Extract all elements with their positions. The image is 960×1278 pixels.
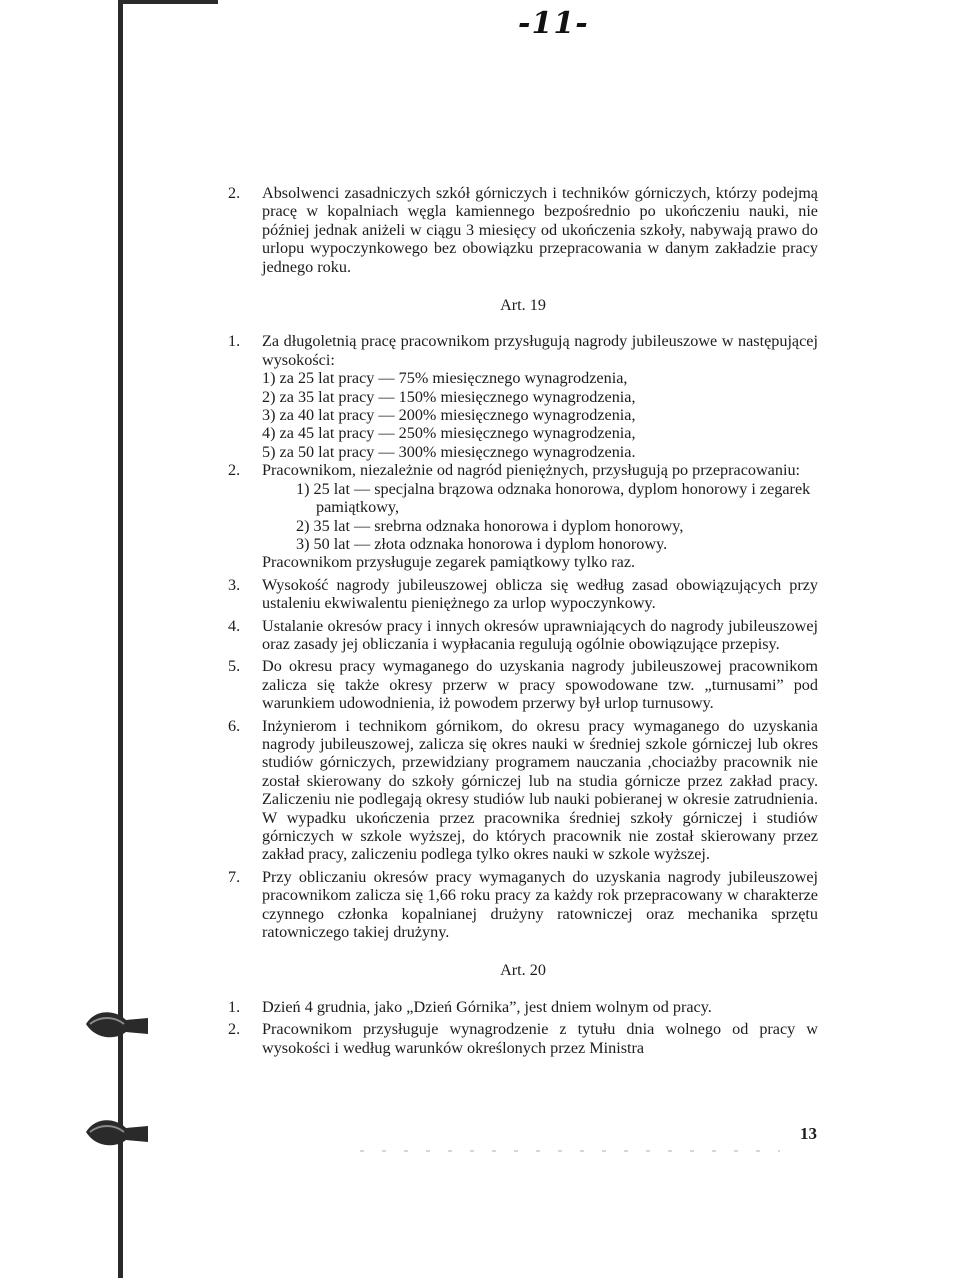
handwritten-page-mark: -11- — [518, 6, 589, 41]
paragraph-number: 5. — [228, 657, 241, 676]
paragraph-text: Przy obliczaniu okresów pracy wymaganych do uzyskania nagrody jubileuszowej pracownikom zalicza się 1,66 roku pracy za każdy rok przepracowany w charakterze czynnego członka kopalnianej drużyny ratowniczej oraz mechanika sprzętu ratowniczego takiej drużyny. — [262, 867, 818, 942]
list-item: 5) za 50 lat pracy — 300% miesięcznego wynagrodzenia. — [262, 442, 636, 461]
paragraph-number: 1. — [228, 997, 241, 1016]
paragraph — [228, 657, 818, 712]
paragraph-number: 2. — [228, 461, 241, 480]
binder-spine — [118, 0, 123, 1278]
award-list — [262, 480, 818, 554]
paragraph-number: 3. — [228, 575, 241, 594]
paragraph-note: Pracownikom przysługuje zegarek pamiątkowy tylko raz. — [262, 553, 636, 572]
list-item: 3) za 40 lat pracy — 200% miesięcznego wynagrodzenia, — [262, 406, 636, 425]
binder-clip-icon — [82, 1108, 152, 1152]
paragraph — [228, 184, 818, 276]
paragraph — [228, 717, 818, 864]
paragraph-text: Pracownikom przysługuje wynagrodzenie z tytułu dnia wolnego od pracy w wysokości i według warunków określonych przez Ministra — [262, 1020, 818, 1057]
paragraph-number: 4. — [228, 616, 241, 635]
paragraph-text: Wysokość nagrody jubileuszowej oblicza się według zasad obowiązujących przy ustaleniu ekwiwalentu pieniężnego za urlop wypoczynkowy. — [262, 575, 818, 613]
paragraph-text: Inżynierom i technikom górnikom, do okresu pracy wymaganego do uzyskania nagrody jubileuszowej, zalicza się okres nauki w średniej szkole górniczej lub okres studiów górniczych, przewidziany programem nauczania ,chociażby pracownik nie został skierowany do szkoły górniczej lub na studia górnicze przez zakład pracy. Zaliczeniu nie podlegają okresy studiów lub nauki pobieranej w okresie zatrudnienia. W wypadku ukończenia przez pracownika średniej szkoły górniczej i studiów górniczych w szkole wyższej, do których pracownik nie został skierowany przez zakład pracy, zaliczeniu podlega tylko okres nauki w szkole wyższej. — [262, 716, 818, 864]
paragraph — [228, 998, 818, 1016]
paragraph — [228, 576, 818, 613]
paragraph — [228, 332, 818, 461]
paragraph-text: Absolwenci zasadniczych szkół górniczych i techników górniczych, którzy podejmą pracę w kopalniach węgla kamiennego bezpośrednio po ukończeniu nauki, nie później jednak aniżeli w ciągu 3 miesięcy od ukończenia szkoły, nabywają prawo do urlopu wypoczynkowego bez obowiązku przepracowania w danym zakładzie pracy jednego roku. — [262, 184, 818, 276]
paragraph-text: Do okresu pracy wymaganego do uzyskania nagrody jubileuszowej pracownikom zalicza się także okresy przerw w pracy spowodowane tzw. „turnusami” pod warunkiem udowodnienia, iż powodem przerwy był urlop turnusowy. — [262, 657, 818, 713]
paragraph-text: Za długoletnią pracę pracownikom przysługują nagrody jubileuszowe w następującej wysokości: — [262, 332, 818, 369]
article-heading: Art. 19 — [500, 296, 546, 315]
article-heading: Art. 20 — [500, 961, 546, 980]
list-item: 3) 50 lat — złota odznaka honorowa i dyplom honorowy. — [296, 534, 668, 553]
page-number: 13 — [800, 1124, 817, 1143]
paragraph-text: Dzień 4 grudnia, jako „Dzień Górnika”, jest dniem wolnym od pracy. — [262, 997, 712, 1016]
paragraph-text: Pracownikom, niezależnie od nagród pieniężnych, przysługują po przepracowaniu: — [262, 461, 801, 480]
scan-noise-divider — [360, 1150, 780, 1152]
bonus-list — [262, 369, 818, 461]
list-item: 2) 35 lat — srebrna odznaka honorowa i dyplom honorowy, — [296, 516, 684, 535]
list-item: 1) za 25 lat pracy — 75% miesięcznego wynagrodzenia, — [262, 369, 628, 388]
paragraph-number: 2. — [228, 184, 241, 202]
paragraph — [228, 868, 818, 942]
binder-top-edge — [118, 0, 218, 4]
paragraph-number: 2. — [228, 1020, 241, 1039]
paragraph — [228, 1020, 818, 1057]
paragraph — [228, 461, 818, 571]
paragraph-number: 1. — [228, 332, 241, 351]
paragraph — [228, 617, 818, 654]
paragraph-number: 6. — [228, 716, 241, 735]
paragraph-text: Ustalanie okresów pracy i innych okresów uprawniających do nagrody jubileuszowej oraz zasady jej obliczania i wypłacania regulują ogólnie obowiązujące przepisy. — [262, 616, 818, 653]
paragraph-number: 7. — [228, 867, 241, 886]
binder-clip-icon — [82, 1000, 152, 1044]
list-item: 4) za 45 lat pracy — 250% miesięcznego wynagrodzenia, — [262, 424, 636, 443]
document-body — [228, 184, 818, 1057]
list-item: 2) za 35 lat pracy — 150% miesięcznego wynagrodzenia, — [262, 387, 636, 406]
list-item: 1) 25 lat — specjalna brązowa odznaka honorowa, dyplom honorowy i zegarek pamiątkowy, — [296, 479, 811, 517]
